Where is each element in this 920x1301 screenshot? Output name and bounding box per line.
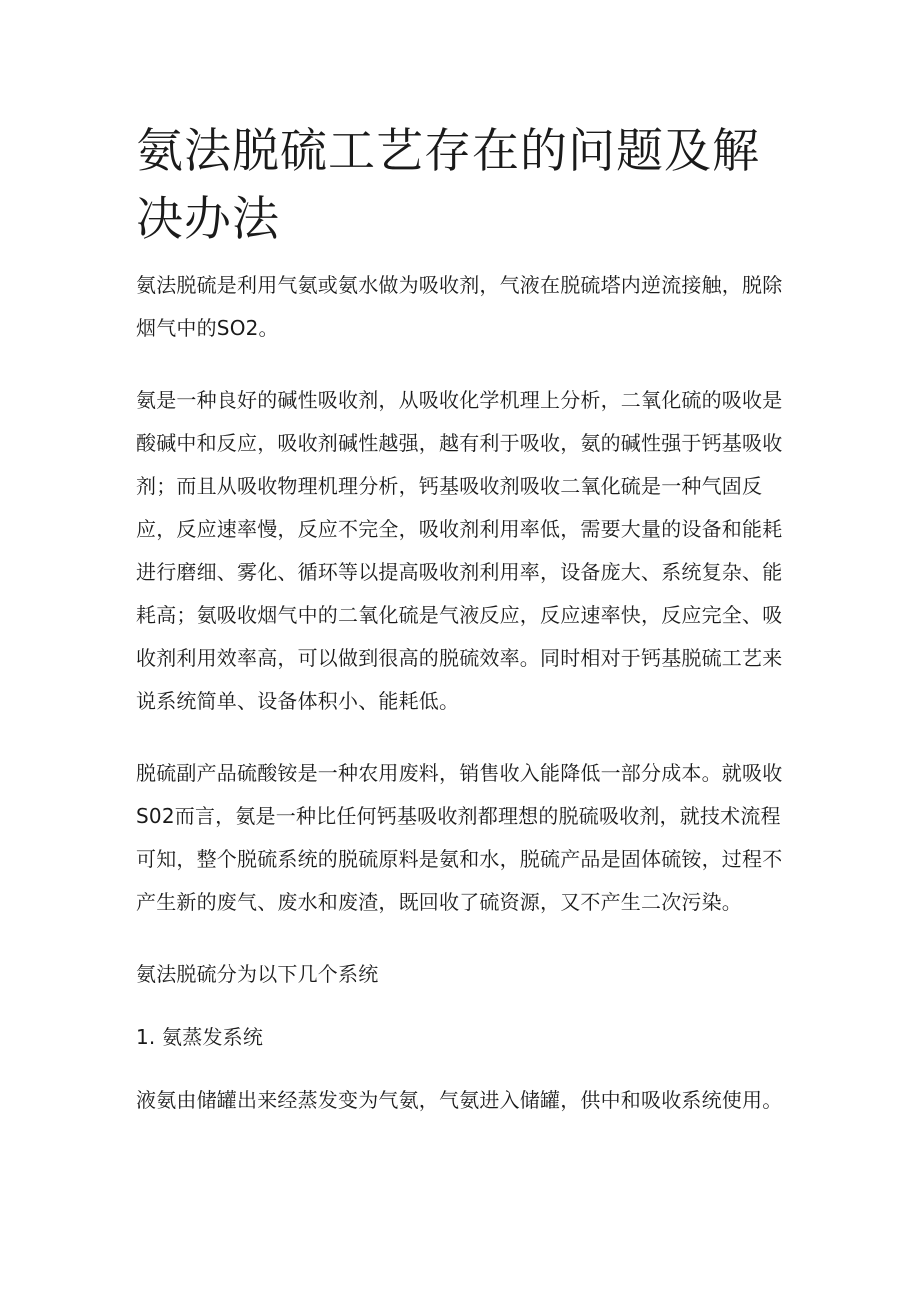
- paragraph-system-overview: 氨法脱硫分为以下几个系统: [136, 962, 379, 986]
- paragraph-evaporation: 液氨由储罐出来经蒸发变为气氨，气氨进入储罐，供中和吸收系统使用。: [136, 1088, 783, 1112]
- paragraph-ammonia-advantages: 氨是一种良好的碱性吸收剂，从吸收化学机理上分析，二氧化硫的吸收是酸碱中和反应，吸收剂碱性越强，越有利于吸收，氨的碱性强于钙基吸收剂；而且从吸收物理机理分析，钙基吸收剂吸收二氧化硫是一种气固反应，反应速率慢，反应不完全，吸收剂利用率低，需要大量的设备和能耗进行磨细、雾化、循环等以提高吸收剂利用率，设备庞大、系统复杂、能耗高；氨吸收烟气中的二氧化硫是气液反应，反应速率快，反应完全、吸收剂利用效率高，可以做到很高的脱硫效率。同时相对于钙基脱硫工艺来说系统简单、设备体积小、能耗低。: [136, 388, 783, 713]
- document-title: 氨法脱硫工艺存在的问题及解决办法: [136, 124, 760, 247]
- paragraph-byproduct: 脱硫副产品硫酸铵是一种农用废料，销售收入能降低一部分成本。就吸收S02而言，氨是一种比任何钙基吸收剂都理想的脱硫吸收剂，就技术流程可知，整个脱硫系统的脱硫原料是氨和水，脱硫产品是固体硫铵，过程不产生新的废气、废水和废渣，既回收了硫资源，又不产生二次污染。: [136, 761, 783, 914]
- section-heading-evaporation-system: 1. 氨蒸发系统: [136, 1025, 264, 1049]
- paragraph-intro: 氨法脱硫是利用气氨或氨水做为吸收剂，气液在脱硫塔内逆流接触，脱除烟气中的SO2。: [136, 273, 783, 340]
